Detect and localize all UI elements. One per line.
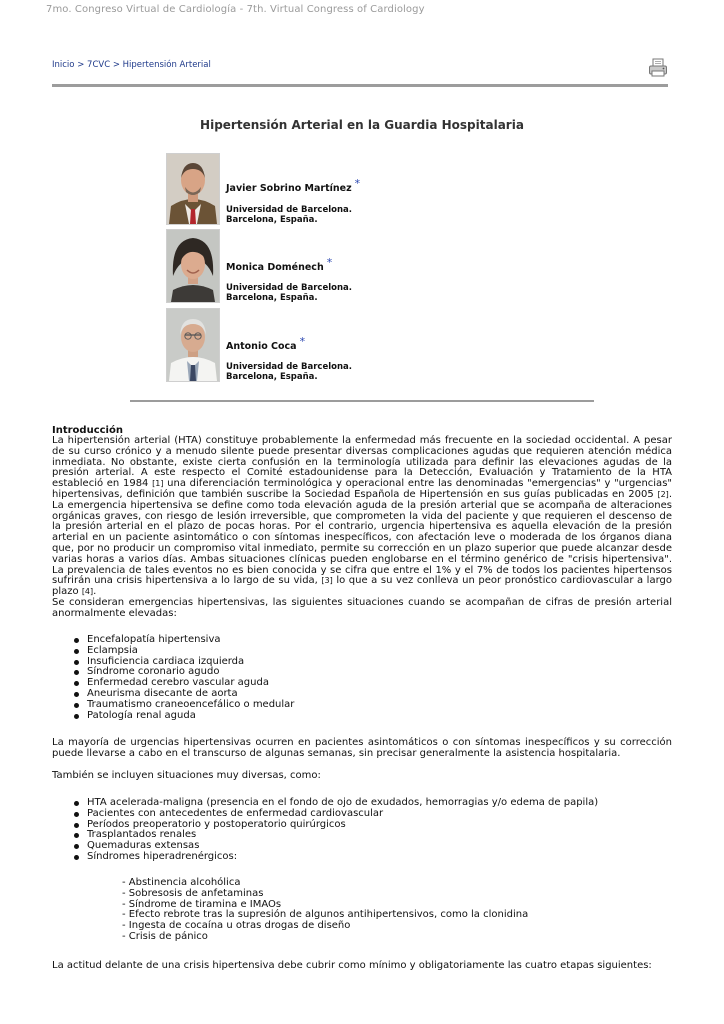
list-item: - Crisis de pánico	[122, 930, 208, 942]
list-item: Enfermedad cerebro vascular aguda	[74, 678, 294, 689]
breadcrumb-congress[interactable]: 7CVC	[87, 60, 111, 70]
list-item: Pacientes con antecedentes de enfermedad cardiovascular	[74, 809, 598, 820]
author-footnote-link[interactable]: *	[326, 256, 333, 269]
hyperadrenergic-list	[122, 878, 528, 943]
paragraph: Se consideran emergencias hipertensivas, las siguientes situaciones cuando se acompañan de cifras de presión arterial anormalmente elevadas:	[52, 597, 672, 619]
list-item: Síndromes hiperadrenérgicos:	[74, 852, 598, 863]
breadcrumb-separator: >	[112, 60, 120, 70]
section-heading: Introducción	[52, 425, 123, 436]
reference-link[interactable]: [2]	[657, 489, 669, 499]
list-item: - Efecto rebrote tras la supresión de algunos antihipertensivos, como la clonidina	[122, 909, 529, 921]
situations-list	[74, 798, 598, 863]
reference-link[interactable]: [1]	[152, 479, 164, 489]
top-divider	[52, 84, 668, 87]
article-title: Hipertensión Arterial en la Guardia Hospitalaria	[200, 118, 524, 132]
emergencies-list	[74, 635, 294, 721]
breadcrumb	[52, 60, 211, 70]
author-footnote-link[interactable]: *	[354, 177, 361, 190]
author-photo	[166, 153, 220, 225]
reference-link[interactable]: [3]	[321, 576, 333, 586]
breadcrumb-home[interactable]: Inicio	[52, 60, 75, 70]
list-item: Insuficiencia cardiaca izquierda	[74, 657, 294, 668]
list-item: - Síndrome de tiramina e IMAOs	[122, 898, 282, 910]
intro-paragraph: La hipertensión arterial (HTA) constituye probablemente la enfermedad más frecuente en la sociedad occidental. A pesar de su curso crónico y a menudo silente puede presentar diversas complicaciones agudas que requieren atención médica inmediata. No obstante, existe cierta confusión en la terminología utilizada para definir las elevaciones agudas de la presión arterial. A este respecto el Comité estadounidense para la Detección, Evaluación y Tratamiento de la HTA estableció en 1984 [1] una diferenciación terminológica y operacional entre las denominadas "emergencias" y "urgencias" hipertensivas, definición que también suscribe la Sociedad Española de Hipertensión en sus guías publicadas en 2005 [2]. La emergencia hipertensiva se define como toda elevación aguda de la presión arterial que se acompaña de alteraciones orgánicas graves, con riesgo de lesión irreversible, que comprometen la vida del paciente y que requieren el descenso de la presión arterial en el plazo de pocas horas. Por el contrario, urgencia hipertensiva es aquella elevación de la presión arterial en un paciente asintomático o con síntomas inespecíficos, con afectación leve o moderada de los órganos diana que, por no producir un compromiso vital inmediato, permite su corrección en un plazo superior que puede alcanzar desde varias horas a varios días. Ambas situaciones clínicas pueden englobarse en el término genérico de "crisis hipertensiva". La prevalencia de tales eventos no es bien conocida y se cifra que entre el 1% y el 7% de todos los pacientes hipertensos sufrirán una crisis hipertensiva a lo largo de su vida, [3] lo que a su vez conlleva un peor pronóstico cardiovascular a largo plazo [4].	[52, 435, 672, 598]
authors-divider	[130, 400, 594, 402]
author-affiliation: Universidad de Barcelona. Barcelona, España.	[226, 205, 352, 225]
paragraph: La mayoría de urgencias hipertensivas ocurren en pacientes asintomáticos o con síntomas inespecíficos y su corrección puede llevarse a cabo en el transcurso de algunas semanas, sin precisar generalmente la asistencia hospitalaria.	[52, 737, 672, 759]
list-item: Patología renal aguda	[74, 711, 294, 722]
list-item: - Ingesta de cocaína u otras drogas de diseño	[122, 920, 351, 932]
breadcrumb-current[interactable]: Hipertensión Arterial	[122, 60, 211, 70]
reference-link[interactable]: [4]	[81, 587, 94, 597]
printer-icon[interactable]	[648, 58, 668, 78]
author-footnote-link[interactable]: *	[299, 335, 306, 348]
author-affiliation: Universidad de Barcelona. Barcelona, España.	[226, 362, 352, 382]
list-item: Encefalopatía hipertensiva	[74, 635, 294, 646]
author-photo	[166, 308, 220, 382]
list-item: HTA acelerada-maligna (presencia en el fondo de ojo de exudados, hemorragias y/o edema de papila)	[74, 798, 598, 809]
site-header: 7mo. Congreso Virtual de Cardiología - 7th. Virtual Congress of Cardiology	[46, 4, 425, 15]
list-item: Trasplantados renales	[74, 830, 598, 841]
author-photo	[166, 229, 220, 303]
list-item: Períodos preoperatorio y postoperatorio quirúrgicos	[74, 820, 598, 831]
list-item: Traumatismo craneoencefálico o medular	[74, 700, 294, 711]
list-item: Quemaduras extensas	[74, 841, 598, 852]
list-item: Síndrome coronario agudo	[74, 667, 294, 678]
list-item: - Sobresosis de anfetaminas	[122, 887, 264, 899]
list-item: - Abstinencia alcohólica	[122, 877, 241, 888]
paragraph: También se incluyen situaciones muy diversas, como:	[52, 770, 321, 781]
paragraph: La actitud delante de una crisis hipertensiva debe cubrir como mínimo y obligatoriamente las cuatro etapas siguientes:	[52, 960, 652, 971]
author-name: Monica Doménech	[226, 262, 324, 273]
author-name: Antonio Coca	[226, 341, 297, 352]
author-name: Javier Sobrino Martínez	[226, 183, 352, 194]
breadcrumb-separator: >	[77, 60, 85, 70]
author-affiliation: Universidad de Barcelona. Barcelona, España.	[226, 283, 352, 303]
list-item: Aneurisma disecante de aorta	[74, 689, 294, 700]
list-item: Eclampsia	[74, 646, 294, 657]
